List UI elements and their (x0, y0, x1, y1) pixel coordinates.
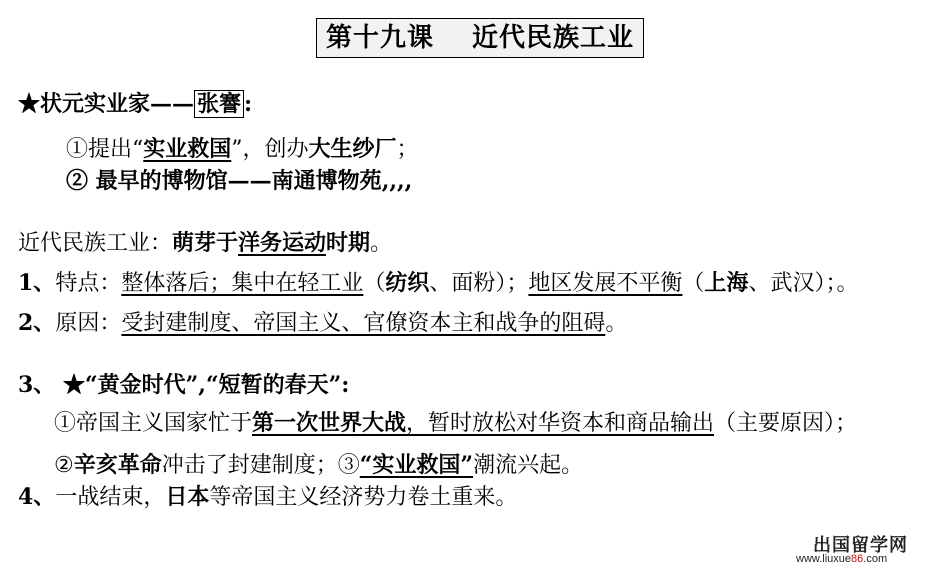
point-3-heading: 3、 ★“黄金时代”,“短暂的春天”: (18, 372, 350, 398)
point-1-features: 1、特点：整体落后；集中在轻工业（纺织、面粉）；地区发展不平衡（上海、武汉）；。 (18, 270, 859, 296)
origin-line: 近代民族工业：萌芽于洋务运动时期。 (18, 230, 393, 256)
section-zhangjian-heading: ★状元实业家—— 张謇 : (18, 91, 253, 117)
zhangjian-item-2: ② 最早的博物馆——南通博物苑,,,, (66, 168, 413, 194)
point-3-item-2: ②辛亥革命冲击了封建制度；③“实业救国”潮流兴起。 (54, 452, 584, 478)
point-3-item-1: ①帝国主义国家忙于第一次世界大战，暂时放松对华资本和商品输出（主要原因）； (54, 410, 858, 436)
watermark-url: www.liuxue86.com (796, 553, 888, 565)
zhangjian-item-1: ①提出“实业救国”，创办大生纱厂； (66, 136, 419, 162)
point-2-reasons: 2、原因：受封建制度、帝国主义、官僚资本主和战争的阻碍。 (18, 310, 628, 336)
point-4: 4、一战结束，日本等帝国主义经济势力卷土重来。 (18, 484, 518, 510)
watermark-site-name: 出国留学网 (813, 535, 908, 556)
name-box: 张謇 (194, 90, 244, 118)
page-title: 第十九课 近代民族工业 (316, 18, 644, 58)
